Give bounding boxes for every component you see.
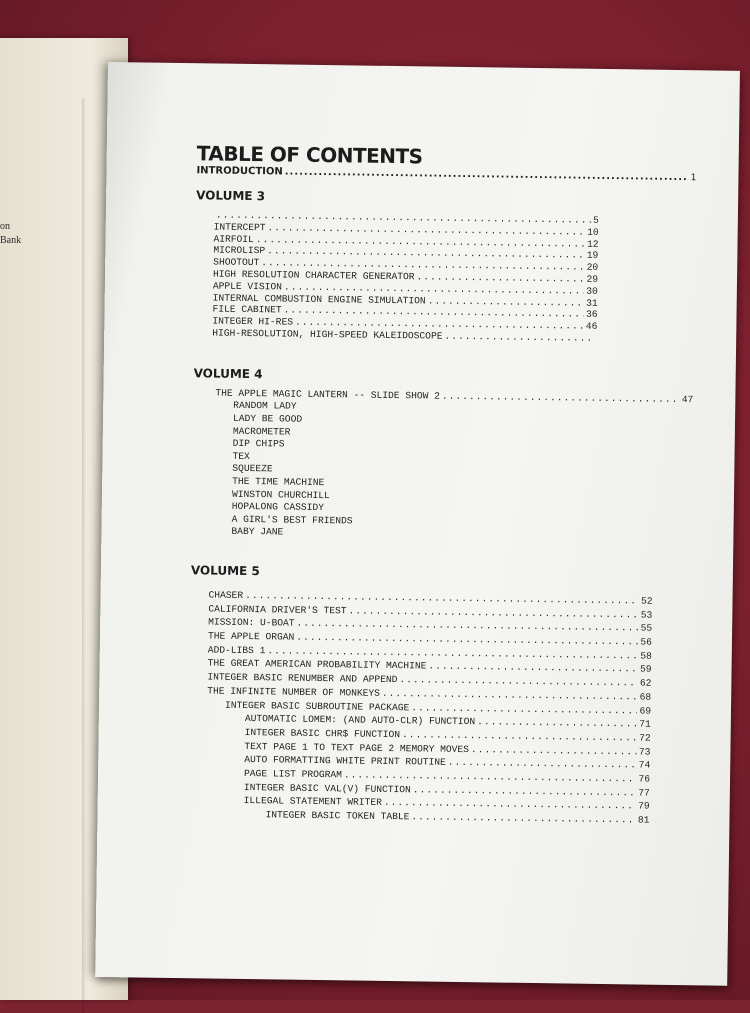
entry-label: INTEGER BASIC SUBROUTINE PACKAGE [224,699,410,713]
entry-label: THE INFINITE NUMBER OF MONKEYS [207,685,381,699]
entry-label: INTEGER BASIC CHR$ FUNCTION [244,726,401,741]
entry-label: INTEGER HI-RES [212,315,294,328]
volume-4-sub-entries [213,400,693,545]
entry-page: 53 [640,609,653,621]
volume-4-entries [191,387,693,545]
volume-4-heading: VOLUME 4 [193,365,263,381]
left-page-edge [82,98,86,1013]
entry-label: TEXT PAGE 1 TO TEXT PAGE 2 MEMORY MOVES [244,740,470,755]
entry-page: 46 [585,320,598,333]
entry-page: 77 [638,787,650,799]
entry-page: 73 [638,746,651,758]
entry-label: INTEGER BASIC VAL(V) FUNCTION [243,781,411,796]
volume-4-sub-entry: LADY BE GOOD [232,412,303,425]
entry-label: HIGH-RESOLUTION, HIGH-SPEED KALEIDOSCOPE [212,327,443,342]
entry-page: 74 [638,759,651,771]
entry-page: 55 [640,622,653,634]
introduction-page: 1 [690,173,697,184]
page-title: TABLE OF CONTENTS [196,141,423,169]
entry-page: 36 [585,309,598,321]
entry-page: 76 [638,773,651,785]
volume-4-sub-entry: THE TIME MACHINE [232,475,325,488]
entry-page: 81 [637,814,650,826]
entry-label: THE APPLE MAGIC LANTERN -- SLIDE SHOW 2 [215,387,440,402]
entry-page: 69 [639,705,652,717]
table-of-contents [187,141,696,828]
entry-page: 56 [640,636,653,648]
entry-label: PAGE LIST PROGRAM [244,768,343,781]
volume-4-sub-entry: DIP CHIPS [232,437,285,450]
entry-page: 52 [640,595,653,607]
entry-label: INTERNAL COMBUSTION ENGINE SIMULATION [212,292,426,307]
entry-label: FILE CABINET [212,303,282,316]
entry-label: MICROLISP [213,244,266,257]
entry-page: 31 [586,297,598,309]
volume-4-sub-entry: HOPALONG CASSIDY [231,500,325,514]
volume-4-sub-entry: TEX [232,450,250,462]
entry-page: 5 [592,214,599,226]
volume-4-sub-entry: WINSTON CHURCHILL [231,488,330,501]
entry-label: THE GREAT AMERICAN PROBABILITY MACHINE [207,657,427,672]
entry-label: CALIFORNIA DRIVER'S TEST [208,603,347,616]
entry-page: 29 [586,273,599,285]
dot-leader [411,810,636,827]
entry-page: 20 [586,261,599,274]
entry-label: CHASER [208,589,244,601]
entry-label: ADD-LIBS 1 [207,644,266,656]
left-page-fragment-2: Bank [0,235,22,246]
entry-page: 68 [639,691,652,703]
entry-label: ILLEGAL STATEMENT WRITER [243,795,382,809]
entry-page: 47 [681,393,694,405]
dot-leader [444,331,595,345]
volume-4-sub-entry: MACROMETER [232,425,291,438]
entry-label: INTEGER BASIC TOKEN TABLE [265,809,410,823]
volume-4-sub-entry: BABY JANE [231,526,284,538]
introduction-label: INTRODUCTION [196,165,283,178]
volume-5-entries [187,588,652,827]
right-page [95,62,740,986]
entry-label: MISSION: U-BOAT [208,616,295,629]
entry-page: 72 [639,732,651,744]
entry-label: THE APPLE ORGAN [207,630,295,643]
entry-page: 10 [587,226,599,238]
entry-page: 71 [639,718,651,730]
volume-3-heading: VOLUME 3 [196,188,266,204]
entry-label: SHOOTOUT [213,256,260,269]
volume-4-sub-entry: RANDOM LADY [233,400,297,413]
entry-page: 62 [639,677,652,689]
entry-page: 79 [638,800,650,813]
entry-page: 58 [640,650,652,662]
entry-page: 59 [639,663,652,676]
entry-page: 19 [586,250,599,262]
entry-label: AUTOMATIC LOMEM: (AND AUTO-CLR) FUNCTION [244,713,476,728]
volume-3-entries [194,209,599,344]
entry-label: INTERCEPT [213,221,266,234]
entry-page: 30 [586,285,598,297]
entry-label: HIGH RESOLUTION CHARACTER GENERATOR [212,268,415,283]
volume-4-sub-entry: A GIRL'S BEST FRIENDS [231,513,353,527]
entry-label: INTEGER BASIC RENUMBER AND APPEND [207,671,398,686]
entry-label: APPLE VISION [212,280,283,293]
volume-4-sub-entry: SQUEEZE [232,463,273,475]
entry-label: AIRFOIL [213,233,254,245]
volume-5-heading: VOLUME 5 [190,563,260,579]
entry-page: 12 [586,238,599,250]
entry-label: AUTO FORMATTING WHITE PRINT ROUTINE [244,754,446,769]
left-page-fragment-1: on [0,221,10,232]
